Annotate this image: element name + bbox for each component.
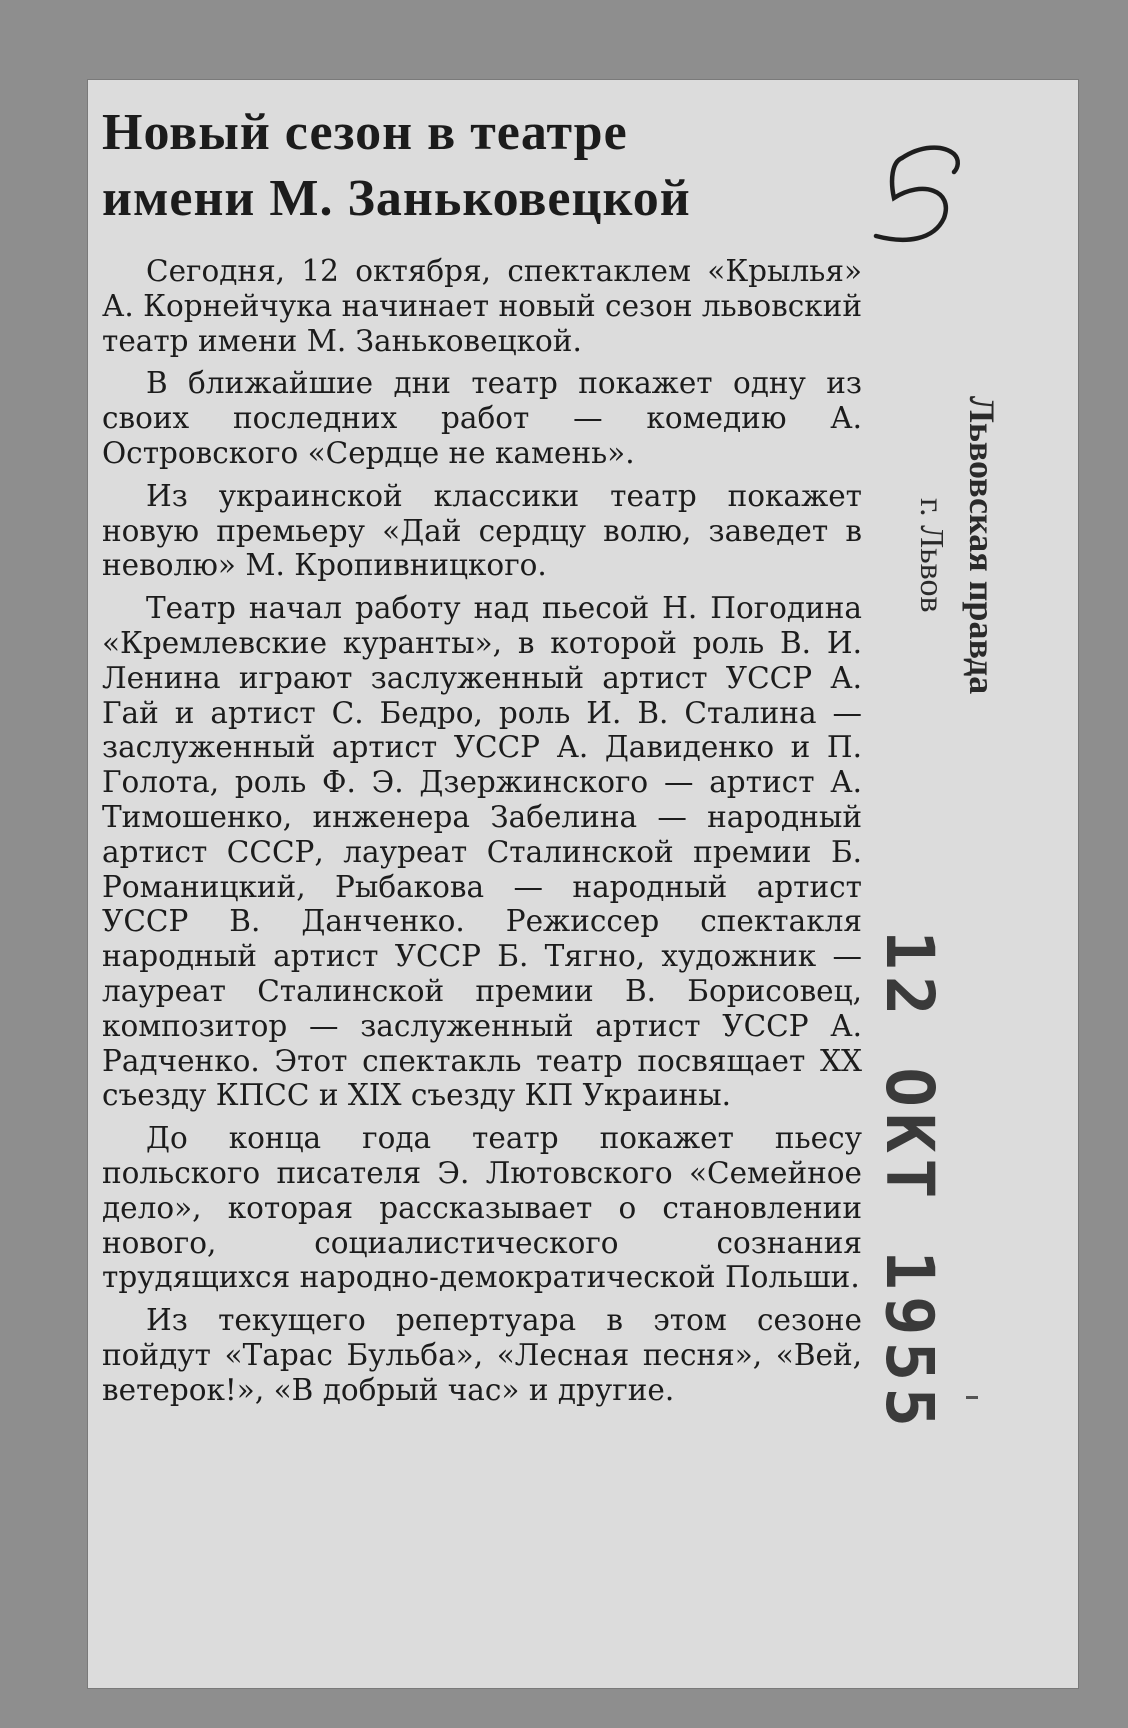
paragraph-2: В ближайшие дни театр покажет одну из своих последних работ — комедию А. Островского «Сердце не камень». [102, 366, 862, 470]
headline-line-2: имени М. Заньковецкой [102, 170, 691, 227]
city-stamp: г. Львов [913, 498, 950, 613]
pencil-mark [966, 1396, 978, 1399]
handwritten-page-number-icon [862, 140, 972, 260]
headline-line-1: Новый сезон в театре [102, 104, 628, 161]
paragraph-3: Из украинской классики театр покажет новую премьеру «Дай сердцу волю, заведет в неволю» М. Кропивницкого. [102, 478, 862, 583]
paragraph-4: Театр начал работу над пьесой Н. Погодина «Кремлевские куранты», в которой роль В. И. Ленина играют заслуженный артист УССР А. Гай и артист С. Бедро, роль И. В. Сталина — заслуженный артист УССР А. Давиденко и П. Голота, роль Ф. Э. Дзержинского — артист А. Тимошенко, инженера Забелина — народный артист СССР, лауреат Сталинской премии Б. Романицкий, Рыбакова — народный артист УССР В. Данченко. Режиссер спектакля народный артист УССР Б. Тягно, художник — лауреат Сталинской премии В. Борисовец, композитор — заслуженный артист УССР А. Радченко. Этот спектакль театр посвящает XX съезду КПСС и XIX съезду КП Украины. [102, 591, 862, 1113]
paragraph-5: До конца года театр покажет пьесу польского писателя Э. Лютовского «Семейное дело», которая рассказывает о становлении нового, социалистического сознания трудящихся народно-демократической Польши. [102, 1121, 862, 1295]
paragraph-6: Из текущего репертуара в этом сезоне пойдут «Тарас Бульба», «Лесная песня», «Вей, ветерок!», «В добрый час» и другие. [102, 1303, 862, 1407]
newspaper-name-stamp: Львовская правда [962, 396, 1002, 695]
paragraph-1: Сегодня, 12 октября, спектаклем «Крылья» А. Корнейчука начинает новый сезон львовский театр имени М. Заньковецкой. [102, 254, 862, 358]
article [102, 90, 862, 1416]
article-headline [102, 100, 862, 232]
date-stamp: 12 ОКТ 1955 [871, 930, 948, 1434]
